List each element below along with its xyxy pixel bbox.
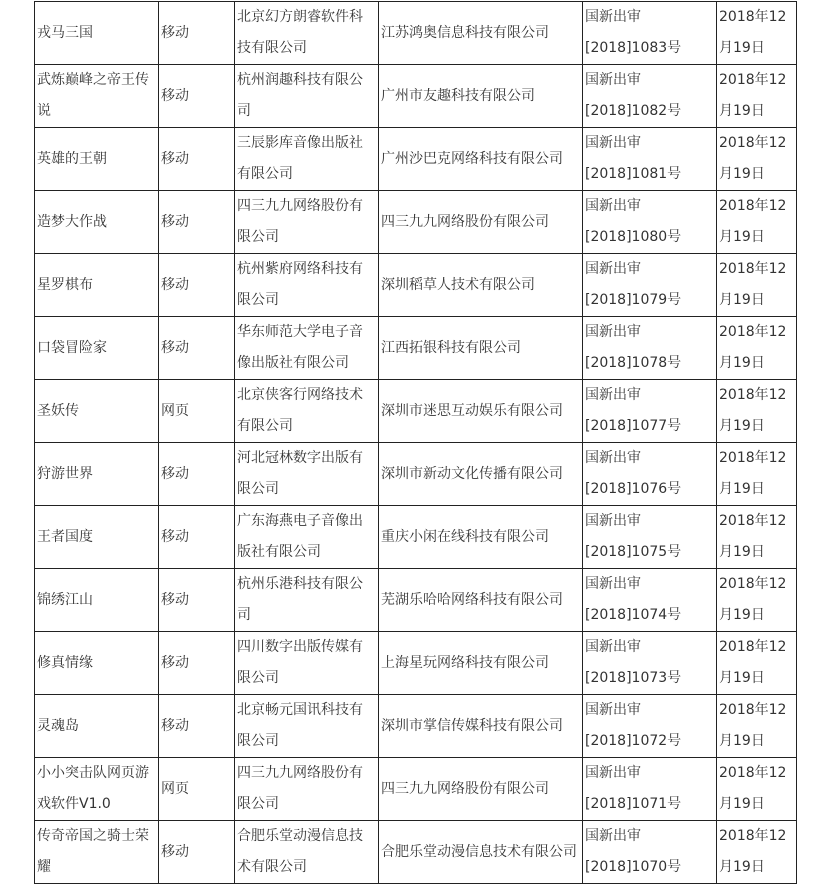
approval-number-cell: 国新出审 [2018]1078号: [583, 317, 717, 380]
table-row: [35, 506, 797, 569]
platform-cell: 移动: [159, 821, 235, 884]
approval-date-cell: 2018年12 月19日: [717, 821, 797, 884]
approval-number-cell: 国新出审 [2018]1080号: [583, 191, 717, 254]
table-row: [35, 380, 797, 443]
approval-date-cell: 2018年12 月19日: [717, 695, 797, 758]
approval-number-cell: 国新出审 [2018]1076号: [583, 443, 717, 506]
approval-date-cell: 2018年12 月19日: [717, 128, 797, 191]
operator-cell: 广州沙巴克网络科技有限公司: [379, 128, 583, 191]
approval-number-cell: 国新出审 [2018]1070号: [583, 821, 717, 884]
table-row: [35, 695, 797, 758]
operator-cell: 江苏鸿奥信息科技有限公司: [379, 2, 583, 65]
operator-cell: 重庆小闲在线科技有限公司: [379, 506, 583, 569]
table-row: [35, 632, 797, 695]
game-name-cell: 狩游世界: [35, 443, 159, 506]
table-row: [35, 65, 797, 128]
approval-number-cell: 国新出审 [2018]1073号: [583, 632, 717, 695]
game-approval-table: [34, 1, 797, 884]
publisher-cell: 华东师范大学电子音像出版社有限公司: [235, 317, 379, 380]
platform-cell: 移动: [159, 569, 235, 632]
publisher-cell: 合肥乐堂动漫信息技术有限公司: [235, 821, 379, 884]
table-body: [35, 2, 797, 884]
publisher-cell: 三辰影库音像出版社有限公司: [235, 128, 379, 191]
table-row: [35, 443, 797, 506]
publisher-cell: 北京侠客行网络技术有限公司: [235, 380, 379, 443]
approval-number-cell: 国新出审 [2018]1079号: [583, 254, 717, 317]
platform-cell: 移动: [159, 317, 235, 380]
platform-cell: 网页: [159, 758, 235, 821]
game-name-cell: 英雄的王朝: [35, 128, 159, 191]
table-row: [35, 2, 797, 65]
table-row: [35, 317, 797, 380]
game-name-cell: 王者国度: [35, 506, 159, 569]
publisher-cell: 北京畅元国讯科技有限公司: [235, 695, 379, 758]
approval-number-cell: 国新出审 [2018]1077号: [583, 380, 717, 443]
table-row: [35, 758, 797, 821]
operator-cell: 深圳市迷思互动娱乐有限公司: [379, 380, 583, 443]
game-name-cell: 小小突击队网页游戏软件V1.0: [35, 758, 159, 821]
table-row: [35, 254, 797, 317]
operator-cell: 深圳市新动文化传播有限公司: [379, 443, 583, 506]
table-row: [35, 821, 797, 884]
approval-number-cell: 国新出审 [2018]1075号: [583, 506, 717, 569]
publisher-cell: 四三九九网络股份有限公司: [235, 191, 379, 254]
approval-number-cell: 国新出审 [2018]1074号: [583, 569, 717, 632]
game-name-cell: 灵魂岛: [35, 695, 159, 758]
operator-cell: 广州市友趣科技有限公司: [379, 65, 583, 128]
approval-number-cell: 国新出审 [2018]1072号: [583, 695, 717, 758]
approval-date-cell: 2018年12 月19日: [717, 569, 797, 632]
platform-cell: 移动: [159, 506, 235, 569]
platform-cell: 移动: [159, 254, 235, 317]
approval-date-cell: 2018年12 月19日: [717, 506, 797, 569]
approval-number-cell: 国新出审 [2018]1083号: [583, 2, 717, 65]
platform-cell: 移动: [159, 65, 235, 128]
platform-cell: 移动: [159, 128, 235, 191]
approval-date-cell: 2018年12 月19日: [717, 2, 797, 65]
approval-number-cell: 国新出审 [2018]1082号: [583, 65, 717, 128]
publisher-cell: 四川数字出版传媒有限公司: [235, 632, 379, 695]
operator-cell: 芜湖乐哈哈网络科技有限公司: [379, 569, 583, 632]
operator-cell: 深圳稻草人技术有限公司: [379, 254, 583, 317]
publisher-cell: 杭州润趣科技有限公司: [235, 65, 379, 128]
operator-cell: 四三九九网络股份有限公司: [379, 191, 583, 254]
publisher-cell: 杭州紫府网络科技有限公司: [235, 254, 379, 317]
game-name-cell: 星罗棋布: [35, 254, 159, 317]
approval-date-cell: 2018年12 月19日: [717, 254, 797, 317]
game-name-cell: 传奇帝国之骑士荣耀: [35, 821, 159, 884]
operator-cell: 江西拓银科技有限公司: [379, 317, 583, 380]
approval-number-cell: 国新出审 [2018]1081号: [583, 128, 717, 191]
publisher-cell: 河北冠林数字出版有限公司: [235, 443, 379, 506]
platform-cell: 移动: [159, 695, 235, 758]
approval-date-cell: 2018年12 月19日: [717, 443, 797, 506]
approval-date-cell: 2018年12 月19日: [717, 758, 797, 821]
publisher-cell: 广东海燕电子音像出版社有限公司: [235, 506, 379, 569]
platform-cell: 移动: [159, 443, 235, 506]
operator-cell: 四三九九网络股份有限公司: [379, 758, 583, 821]
operator-cell: 上海星玩网络科技有限公司: [379, 632, 583, 695]
approval-date-cell: 2018年12 月19日: [717, 191, 797, 254]
approval-date-cell: 2018年12 月19日: [717, 317, 797, 380]
platform-cell: 移动: [159, 2, 235, 65]
platform-cell: 网页: [159, 380, 235, 443]
game-name-cell: 圣妖传: [35, 380, 159, 443]
game-name-cell: 锦绣江山: [35, 569, 159, 632]
game-name-cell: 修真情缘: [35, 632, 159, 695]
operator-cell: 合肥乐堂动漫信息技术有限公司: [379, 821, 583, 884]
publisher-cell: 北京幻方朗睿软件科技有限公司: [235, 2, 379, 65]
table-row: [35, 128, 797, 191]
game-name-cell: 造梦大作战: [35, 191, 159, 254]
platform-cell: 移动: [159, 191, 235, 254]
table-row: [35, 569, 797, 632]
approval-date-cell: 2018年12 月19日: [717, 380, 797, 443]
publisher-cell: 杭州乐港科技有限公司: [235, 569, 379, 632]
game-name-cell: 口袋冒险家: [35, 317, 159, 380]
table-row: [35, 191, 797, 254]
game-name-cell: 戎马三国: [35, 2, 159, 65]
approval-number-cell: 国新出审 [2018]1071号: [583, 758, 717, 821]
approval-date-cell: 2018年12 月19日: [717, 65, 797, 128]
operator-cell: 深圳市掌信传媒科技有限公司: [379, 695, 583, 758]
platform-cell: 移动: [159, 632, 235, 695]
game-name-cell: 武炼巅峰之帝王传说: [35, 65, 159, 128]
approval-date-cell: 2018年12 月19日: [717, 632, 797, 695]
publisher-cell: 四三九九网络股份有限公司: [235, 758, 379, 821]
